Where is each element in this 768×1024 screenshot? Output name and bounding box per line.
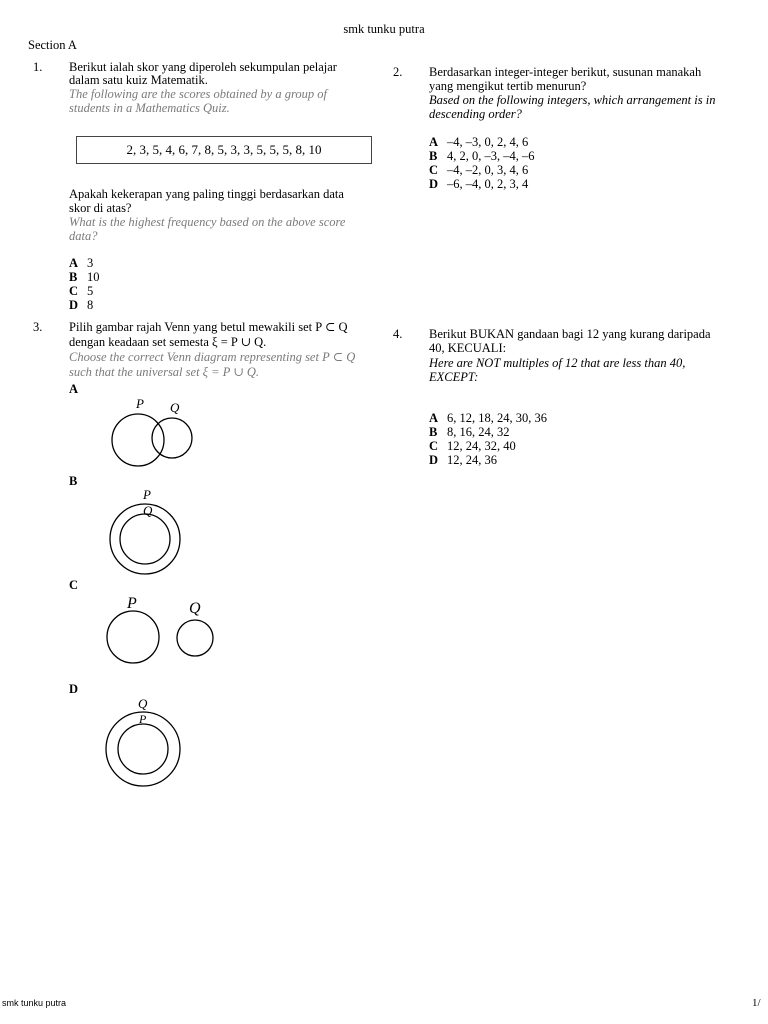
option-text: 10 — [87, 270, 100, 284]
option-letter: D — [429, 453, 439, 467]
venn-label-p: P — [136, 396, 144, 411]
q4-number: 4. — [393, 327, 403, 341]
venn-label-q: Q — [143, 503, 153, 518]
venn-circle-q — [177, 620, 213, 656]
venn-circle-q — [120, 514, 170, 564]
option-letter: B — [429, 425, 438, 439]
option-text: 6, 12, 18, 24, 30, 36 — [447, 411, 547, 425]
venn-label-p: P — [139, 712, 147, 726]
section-title: Section A — [28, 38, 77, 52]
option-text: 3 — [87, 256, 94, 270]
option-letter: A — [429, 411, 439, 425]
venn-circle-q — [152, 418, 192, 458]
venn-circle-p — [118, 724, 168, 774]
option-text: 4, 2, 0, –3, –4, –6 — [447, 149, 535, 163]
q2-option-b[interactable] — [429, 149, 535, 163]
q4-malay-line-2: 40, KECUALI: — [429, 341, 507, 355]
q1-option-a[interactable] — [69, 256, 93, 270]
option-letter: A — [69, 256, 79, 270]
option-text: 5 — [87, 284, 94, 298]
q2-english-line-1: Based on the following integers, which arrangement is in — [429, 93, 716, 107]
q2-option-d[interactable] — [429, 177, 528, 191]
option-letter: B — [69, 270, 78, 284]
q1-english-line-1: The following are the scores obtained by a group of — [69, 87, 327, 101]
page-header: smk tunku putra — [343, 22, 425, 36]
q3-venn-c-diagram — [100, 592, 220, 667]
option-letter: B — [429, 149, 438, 163]
option-letter: C — [429, 163, 439, 177]
q4-option-d[interactable] — [429, 453, 497, 467]
q1-option-d[interactable] — [69, 298, 93, 312]
option-text: 8, 16, 24, 32 — [447, 425, 510, 439]
option-letter: A — [429, 135, 439, 149]
page-number: 1/ — [752, 997, 761, 1009]
q3-english-line-1: Choose the correct Venn diagram representing set P ⊂ Q — [69, 350, 356, 364]
venn-label-q: Q — [170, 400, 180, 415]
option-text: –4, –2, 0, 3, 4, 6 — [447, 163, 529, 177]
venn-label-p: P — [127, 595, 137, 612]
option-text: –6, –4, 0, 2, 3, 4 — [447, 177, 529, 191]
footer-school: smk tunku putra — [2, 998, 67, 1008]
q1-data-values: 2, 3, 5, 4, 6, 7, 8, 5, 3, 3, 5, 5, 5, 8, 10 — [126, 142, 322, 157]
q3-option-c-label[interactable]: C — [69, 578, 79, 592]
q2-option-a[interactable] — [429, 135, 528, 149]
venn-label-p: P — [143, 487, 151, 502]
option-letter: D — [429, 177, 439, 191]
q1-malay-line-2: dalam satu kuiz Matematik. — [69, 73, 208, 87]
option-text: 12, 24, 32, 40 — [447, 439, 516, 453]
q1-option-b[interactable] — [69, 270, 100, 284]
q1-data-box — [76, 136, 372, 164]
q4-malay-line-1: Berikut BUKAN gandaan bagi 12 yang kurang daripada — [429, 327, 711, 341]
q4-english-line-1: Here are NOT multiples of 12 that are less than 40, — [429, 356, 686, 370]
q3-venn-d-diagram — [100, 694, 200, 789]
q3-english-line-2: such that the universal set ξ = P ∪ Q. — [69, 365, 259, 379]
option-text: –4, –3, 0, 2, 4, 6 — [447, 135, 529, 149]
option-letter: C — [429, 439, 439, 453]
q3-number: 3. — [33, 320, 43, 334]
q3-option-d-label[interactable]: D — [69, 682, 79, 696]
q1-malay-line-1: Berikut ialah skor yang diperoleh sekumpulan pelajar — [69, 60, 337, 74]
q2-number: 2. — [393, 65, 403, 79]
q4-option-b[interactable] — [429, 425, 510, 439]
q3-malay-line-2: dengan keadaan set semesta ξ = P ∪ Q. — [69, 335, 267, 349]
q2-option-c[interactable] — [429, 163, 528, 177]
q3-venn-a-diagram — [100, 392, 210, 472]
option-letter: C — [69, 284, 79, 298]
q2-malay-line-2: yang mengikut tertib menurun? — [429, 79, 587, 93]
q3-venn-b-diagram — [100, 486, 200, 576]
venn-circle-p — [112, 414, 164, 466]
q3-option-b-label[interactable]: B — [69, 474, 78, 488]
option-text: 8 — [87, 298, 94, 312]
q1-malay-question-2: skor di atas? — [69, 201, 132, 215]
q2-english-line-2: descending order? — [429, 107, 522, 121]
venn-circle-p — [107, 611, 159, 663]
q3-option-a-label[interactable]: A — [69, 382, 79, 396]
q1-number: 1. — [33, 60, 43, 74]
q1-english-line-2: students in a Mathematics Quiz. — [69, 101, 230, 115]
q1-malay-question-1: Apakah kekerapan yang paling tinggi berdasarkan data — [69, 187, 344, 201]
q4-option-a[interactable] — [429, 411, 547, 425]
q2-malay-line-1: Berdasarkan integer-integer berikut, susunan manakah — [429, 65, 702, 79]
option-text: 12, 24, 36 — [447, 453, 497, 467]
q1-english-question-2: data? — [69, 229, 98, 243]
venn-label-q: Q — [138, 696, 148, 711]
option-letter: D — [69, 298, 79, 312]
venn-label-q: Q — [189, 600, 201, 617]
q3-malay-line-1: Pilih gambar rajah Venn yang betul mewakili set P ⊂ Q — [69, 320, 348, 334]
q4-option-c[interactable] — [429, 439, 516, 453]
q1-english-question-1: What is the highest frequency based on the above score — [69, 215, 346, 229]
q1-option-c[interactable] — [69, 284, 93, 298]
q4-english-line-2: EXCEPT: — [429, 370, 479, 384]
